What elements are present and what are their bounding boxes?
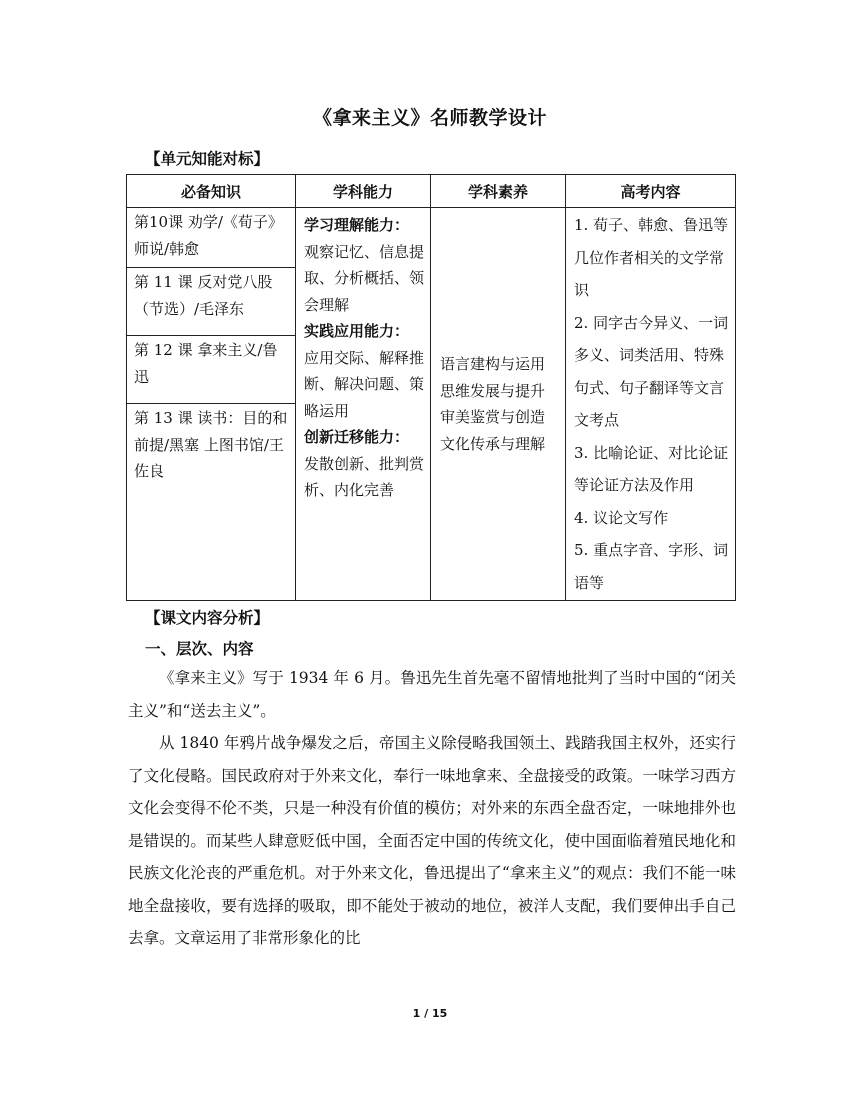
literacy-item: 语言建构与运用 [440, 355, 546, 373]
ability-heading-application: 实践应用能力： [304, 322, 410, 340]
exam-item: 2. 同字古今异义、一词多义、词类活用、特殊句式、句子翻译等文言文考点 [574, 313, 729, 429]
lesson-11: 第 11 课 反对党八股（节选）/毛泽东 [127, 268, 295, 336]
section-heading-content-analysis: 【课文内容分析】 [145, 609, 270, 627]
paragraph-2: 从 1840 年鸦片战争爆发之后，帝国主义除侵略我国领土、践踏我国主权外，还实行了文化侵略。国民政府对于外来文化，奉行一味地拿来、全盘接受的政策。一味学习西方文化会变得不伦不类，只是一种没有价值的模仿；对外来的东西全盘否定，一味地排外也是错误的。而某些人肆意贬低中国，全面否定中国的传统文化，使中国面临着殖民地化和民族文化沦丧的严重危机。对于外来文化，鲁迅提出了“拿来主义”的观点：我们不能一味地全盘接收，要有选择的吸取，即不能处于被动的地位，被洋人支配，我们要伸出手自己去拿。文章运用了非常形象化的比 [128, 734, 736, 947]
section-heading-unit-standards: 【单元知能对标】 [145, 150, 270, 168]
ability-heading-understanding: 学习理解能力： [304, 216, 410, 234]
exam-item: 5. 重点字音、字形、词语等 [574, 541, 729, 592]
paragraph-1: 《拿来主义》写于 1934 年 6 月。鲁迅先生首先毫不留情地批判了当时中国的“闭关主义”和“送去主义”。 [128, 669, 736, 720]
literacy-item: 文化传承与理解 [440, 434, 546, 453]
ability-text-application: 应用交际、解释推断、解决问题、策略运用 [304, 348, 425, 420]
document-title: 《拿来主义》名师教学设计 [312, 107, 547, 129]
ability-text-innovation: 发散创新、批判赏析、内化完善 [304, 454, 425, 499]
table-header-row [127, 175, 736, 208]
header-subject-literacy: 学科素养 [431, 175, 566, 208]
lesson-12: 第 12 课 拿来主义/鲁迅 [127, 336, 295, 404]
ability-heading-innovation: 创新迁移能力： [304, 428, 410, 446]
exam-item: 3. 比喻论证、对比论证等论证方法及作用 [574, 443, 729, 494]
header-required-knowledge: 必备知识 [127, 175, 296, 208]
ability-text-understanding: 观察记忆、信息提取、分析概括、领会理解 [304, 242, 425, 314]
exam-item: 4. 议论文写作 [574, 508, 669, 527]
standards-table [126, 174, 736, 601]
lessons-cell [127, 208, 296, 601]
table-body-row [127, 208, 736, 601]
body-text [128, 662, 736, 955]
abilities-cell [296, 208, 431, 601]
lesson-10: 第10课 劝学/《荀子》师说/韩愈 [127, 208, 295, 268]
literacy-item: 审美鉴赏与创造 [440, 408, 546, 426]
literacy-item: 思维发展与提升 [440, 381, 546, 400]
header-subject-ability: 学科能力 [296, 175, 431, 208]
header-exam-content: 高考内容 [566, 175, 736, 208]
subheading-structure: 一、层次、内容 [145, 640, 254, 658]
exam-cell [566, 208, 736, 601]
exam-item: 1. 荀子、韩愈、鲁迅等几位作者相关的文学常识 [574, 216, 729, 299]
page-number: 1 / 15 [412, 1007, 448, 1020]
literacy-cell [431, 208, 566, 601]
lesson-13: 第 13 课 读书：目的和前提/黑塞 上图书馆/王佐良 [134, 409, 288, 480]
